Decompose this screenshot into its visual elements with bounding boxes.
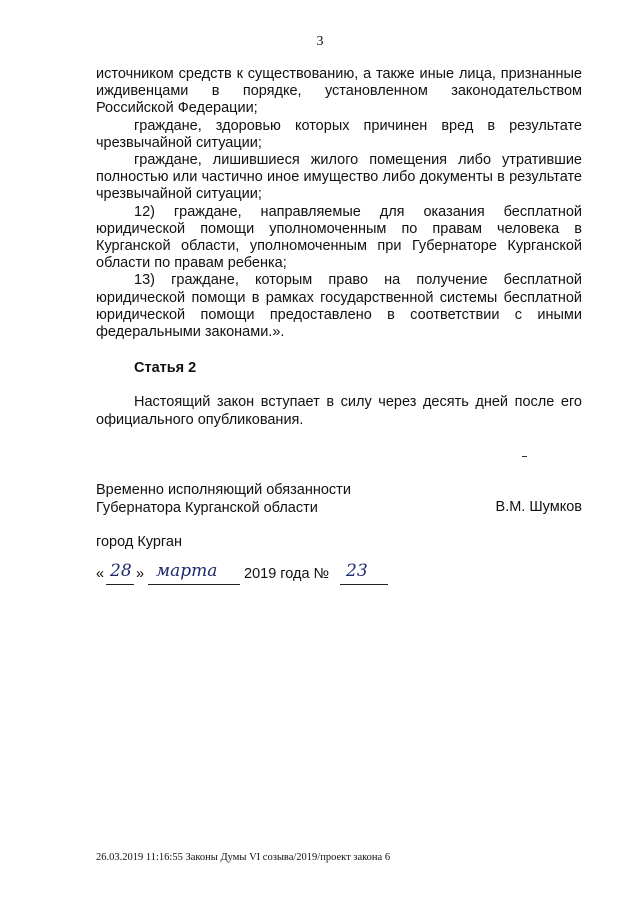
paragraph-item-13: 13) граждане, которым право на получение бесплатной юридической помощи в рамках государственной системы бесплатной юридической помощи предоставлено в соответствии с иными федеральными законами.». xyxy=(96,272,582,341)
stray-mark xyxy=(522,456,527,457)
date-open-quote: « xyxy=(96,566,105,582)
law-text-body xyxy=(96,66,582,341)
signatory-title-line1: Временно исполняющий обязанности xyxy=(96,482,351,498)
page-number: 3 xyxy=(316,34,324,49)
signatory-name: В.М. Шумков xyxy=(495,499,582,515)
city-label: город Курган xyxy=(96,534,182,550)
article-text: Настоящий закон вступает в силу через десять дней после его официального опубликования. xyxy=(96,394,582,428)
day-underline xyxy=(106,584,134,585)
footer-file-path: 26.03.2019 11:16:55 Законы Думы VI созыва/2019/проект закона 6 xyxy=(96,852,391,863)
law-number-handwritten: 23 xyxy=(346,561,368,581)
number-underline xyxy=(340,584,388,585)
date-year-text: 2019 года № xyxy=(244,566,330,582)
month-underline xyxy=(148,584,240,585)
article-heading: Статья 2 xyxy=(134,360,197,376)
paragraph-item-12: 12) граждане, направляемые для оказания бесплатной юридической помощи уполномоченным по правам человека в Курганской области, уполномоченным при Губернаторе Курганской области по правам ребенка; xyxy=(96,203,582,272)
date-close-quote: » xyxy=(136,566,145,582)
signatory-title xyxy=(96,481,351,517)
paragraph-property-loss: граждане, лишившиеся жилого помещения либо утратившие полностью или частично иное имущество либо документы в результате чрезвычайной ситуации; xyxy=(96,152,582,203)
paragraph-health-harm: граждане, здоровью которых причинен вред в результате чрезвычайной ситуации; xyxy=(96,117,582,151)
signatory-title-line2: Губернатора Курганской области xyxy=(96,500,318,516)
date-month-handwritten: марта xyxy=(156,561,218,581)
date-line xyxy=(96,561,496,588)
paragraph-continuation: источником средств к существованию, а также иные лица, признанные иждивенцами в порядке, установленном законодательством Российской Федерации; xyxy=(96,66,582,117)
date-day-handwritten: 28 xyxy=(110,561,132,581)
